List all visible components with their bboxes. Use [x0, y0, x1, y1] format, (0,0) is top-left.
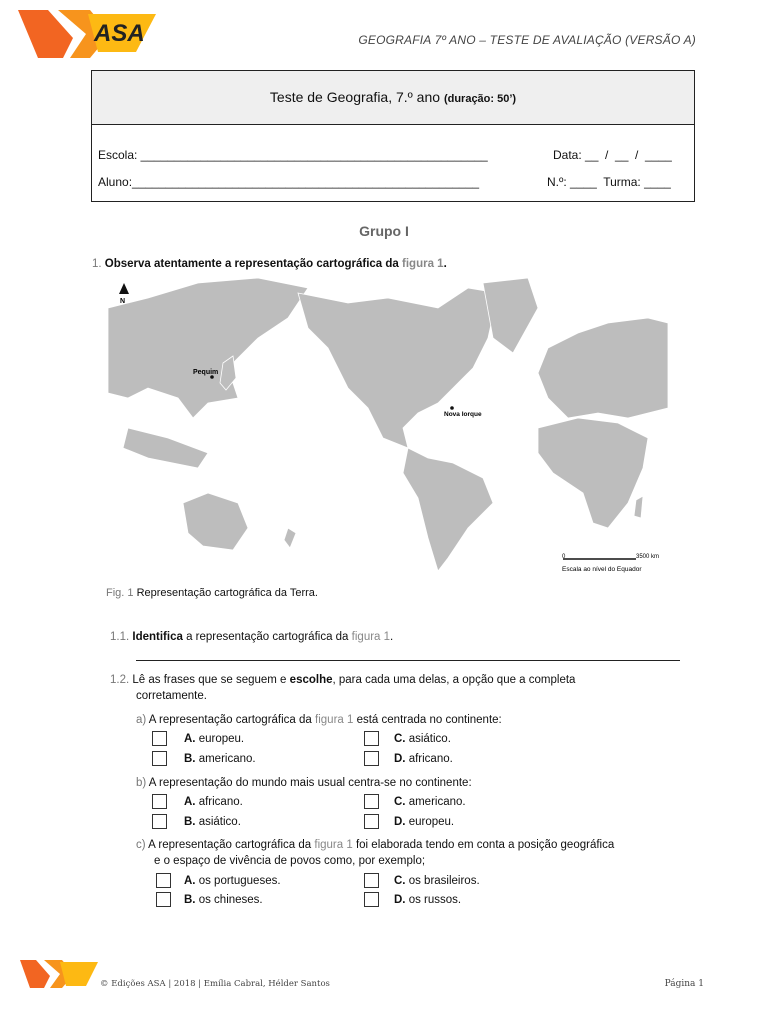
checkbox-c-C[interactable]	[364, 873, 379, 888]
option-text: os chineses.	[198, 894, 263, 906]
greenland	[483, 278, 538, 353]
option-key: B.	[184, 894, 196, 906]
figure-ref: figura 1	[314, 839, 353, 851]
option-text: europeu.	[198, 733, 245, 745]
scale-zero: 0	[562, 554, 566, 560]
item-text-cont: foi elaborada tendo em conta a posição geográfica	[355, 839, 615, 851]
checkbox-b-C[interactable]	[364, 794, 379, 809]
checkbox-b-D[interactable]	[364, 814, 379, 829]
item-text: A representação cartográfica da	[148, 714, 312, 726]
option-a-A	[184, 733, 244, 745]
europe	[538, 318, 668, 418]
question-1	[92, 258, 447, 270]
question-text: Observa atentamente a representação cartográfica da	[104, 258, 399, 270]
date-field[interactable]: Data: __ / __ / ____	[553, 148, 672, 162]
test-title	[92, 89, 694, 105]
option-text: africano.	[198, 796, 243, 808]
question-end: .	[443, 258, 447, 270]
checkbox-a-B[interactable]	[152, 751, 167, 766]
option-a-C	[394, 733, 451, 745]
city-label-new-york: Nova Iorque	[444, 411, 482, 418]
figure-caption	[106, 587, 318, 599]
option-key: D.	[394, 816, 406, 828]
test-title-band	[92, 71, 694, 125]
option-a-D	[394, 753, 453, 765]
checkbox-a-A[interactable]	[152, 731, 167, 746]
figure-ref: figura 1	[315, 714, 354, 726]
item-c-line2: e o espaço de vivência de povos como, por exemplo;	[154, 855, 426, 867]
test-info-box	[91, 70, 695, 202]
new-york-dot	[450, 406, 454, 410]
group-title: Grupo I	[359, 223, 409, 239]
option-key: D.	[394, 894, 406, 906]
school-field[interactable]: Escola: ____________________________________________________	[98, 148, 488, 162]
header-title: GEOGRAFIA 7º ANO – TESTE DE AVALIAÇÃO (VERSÃO A)	[358, 33, 696, 47]
item-text: A representação do mundo mais usual centra-se no continente:	[148, 777, 472, 789]
africa	[538, 418, 648, 528]
question-number: 1.2.	[110, 674, 130, 686]
north-arrow	[119, 283, 129, 294]
option-text: americano.	[408, 796, 466, 808]
north-label: N	[120, 298, 126, 305]
world-map-graphic	[108, 278, 668, 573]
footer-credits: © Edições ASA | 2018 | Emília Cabral, Hélder Santos	[100, 979, 330, 989]
figure-caption-text: Representação cartográfica da Terra.	[136, 587, 318, 599]
footer-logo-graphic	[20, 958, 100, 990]
city-label-beijing: Pequim	[193, 369, 219, 376]
scale-end: 3500 km	[636, 554, 660, 560]
option-key: A.	[184, 796, 196, 808]
asa-logo	[18, 8, 158, 60]
australia	[183, 493, 248, 550]
answer-line[interactable]	[136, 660, 680, 661]
figure-ref: figura 1	[351, 631, 391, 643]
option-key: B.	[184, 816, 196, 828]
south-america	[403, 448, 493, 571]
checkbox-a-D[interactable]	[364, 751, 379, 766]
checkbox-c-B[interactable]	[156, 892, 171, 907]
logo-text: ASA	[94, 20, 145, 47]
option-b-B	[184, 816, 241, 828]
figure-ref: figura 1	[402, 258, 444, 270]
item-letter: a)	[136, 714, 147, 726]
question-verb: escolhe	[289, 674, 333, 686]
item-a	[136, 714, 502, 726]
question-text: Lê as frases que se seguem e	[132, 674, 287, 686]
option-text: os russos.	[408, 894, 462, 906]
option-key: C.	[394, 875, 406, 887]
option-text: africano.	[408, 753, 453, 765]
se-asia-islands	[123, 428, 208, 468]
figure-label: Fig. 1	[106, 587, 134, 599]
scale-caption: Escala ao nível do Equador	[562, 566, 642, 573]
option-text: asiático.	[408, 733, 451, 745]
footer-logo	[20, 958, 100, 990]
item-b	[136, 777, 472, 789]
option-key: D.	[394, 753, 406, 765]
option-c-B	[184, 894, 263, 906]
student-field[interactable]: Aluno:____________________________________________________	[98, 175, 480, 189]
option-text: americano.	[198, 753, 256, 765]
question-number: 1.1.	[110, 631, 130, 643]
checkbox-b-B[interactable]	[152, 814, 167, 829]
question-text: a representação cartográfica da	[186, 631, 349, 643]
option-text: os brasileiros.	[408, 875, 480, 887]
option-key: A.	[184, 875, 196, 887]
madagascar	[634, 496, 643, 518]
question-1-2	[110, 674, 686, 686]
option-key: B.	[184, 753, 196, 765]
option-text: europeu.	[408, 816, 455, 828]
option-b-D	[394, 816, 454, 828]
option-a-B	[184, 753, 256, 765]
option-b-A	[184, 796, 243, 808]
number-class-field[interactable]: N.º: ____ Turma: ____	[547, 175, 671, 189]
checkbox-a-C[interactable]	[364, 731, 379, 746]
item-text-cont: está centrada no continente:	[356, 714, 502, 726]
option-key: A.	[184, 733, 196, 745]
test-title-text: Teste de Geografia, 7.º ano	[269, 89, 441, 105]
option-text: os portugueses.	[198, 875, 281, 887]
option-c-A	[184, 875, 281, 887]
option-b-C	[394, 796, 466, 808]
option-c-C	[394, 875, 480, 887]
item-c	[136, 839, 614, 851]
test-duration: (duração: 50’)	[443, 93, 517, 105]
asia-landmass	[108, 278, 308, 418]
checkbox-c-D[interactable]	[364, 892, 379, 907]
item-text: A representação cartográfica da	[148, 839, 312, 851]
checkbox-c-A[interactable]	[156, 873, 171, 888]
option-text: asiático.	[198, 816, 241, 828]
question-verb: Identifica	[132, 631, 183, 643]
world-map	[108, 278, 668, 573]
checkbox-b-A[interactable]	[152, 794, 167, 809]
option-c-D	[394, 894, 461, 906]
page-number: Página 1	[664, 979, 704, 989]
option-key: C.	[394, 733, 406, 745]
question-text-cont: , para cada uma delas, a opção que a completa	[332, 674, 576, 686]
question-1-1	[110, 631, 393, 643]
item-letter: c)	[136, 839, 146, 851]
question-end: .	[390, 631, 394, 643]
item-letter: b)	[136, 777, 147, 789]
north-america	[298, 288, 498, 448]
question-1-2-line2: corretamente.	[136, 690, 207, 702]
question-number: 1.	[92, 258, 102, 270]
option-key: C.	[394, 796, 406, 808]
new-zealand	[284, 528, 296, 548]
